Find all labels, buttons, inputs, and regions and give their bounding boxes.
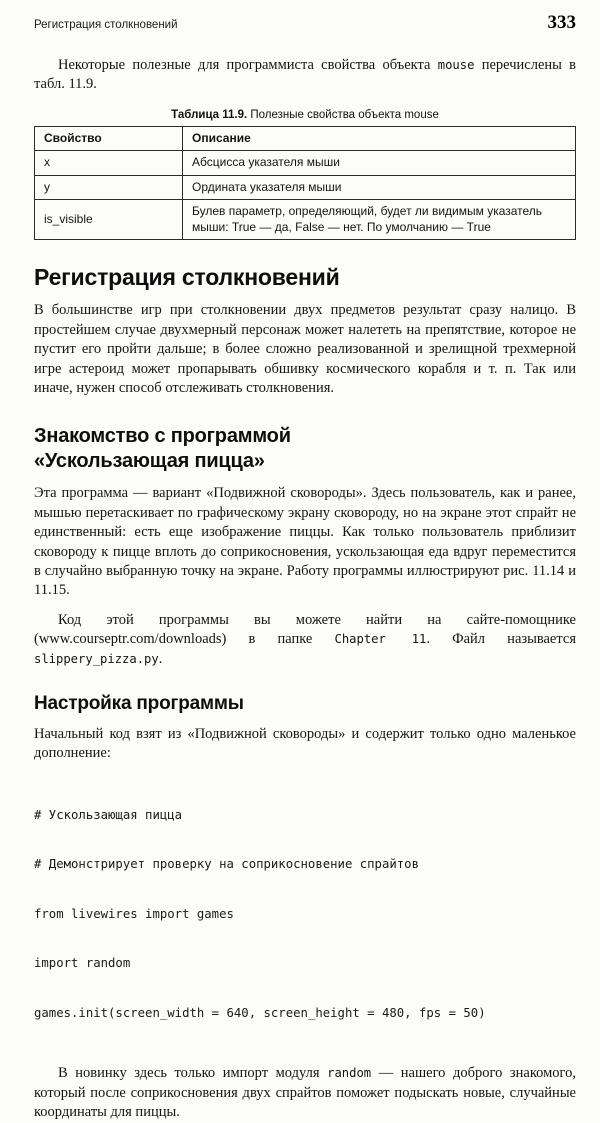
table-caption-text: Полезные свойства объекта mouse [247, 108, 439, 121]
table-header-property: Свойство [35, 126, 183, 151]
code-line-games-init: games.init(screen_width = 640, screen_height = 480, fps = 50) [34, 1005, 486, 1020]
page-number: 333 [547, 12, 576, 33]
table-row [35, 151, 576, 176]
inline-code-chapter-11: Chapter 11 [334, 632, 427, 647]
property-cell-x: x [35, 151, 183, 176]
table-header-description: Описание [183, 126, 576, 151]
collisions-paragraph: В большинстве игр при столкновении двух предметов результат сразу налицо. В простейшем случае двухмерный персонаж может налететь на препятствие, которое не пустит его пройти дальше; в более сложно реализованной и зрелищной трехмерной игре астероид может пропарывать обшивку космического корабля и т. п. Так или иначе, нужен способ отслеживать столкновения. [34, 302, 576, 396]
table-row [35, 175, 576, 200]
section-title-collisions: Регистрация столкновений [34, 264, 340, 291]
section-title-pizza [34, 424, 576, 474]
setup-intro-paragraph: Начальный код взят из «Подвижной сковороды» и содержит только одно маленькое дополнение: [34, 726, 576, 762]
setup-outro-paragraph [34, 1064, 576, 1122]
table-header-row [35, 126, 576, 151]
table-row [35, 200, 576, 240]
outro-text-2: — нашего доброго знакомого, который после соприкосновения двух спрайтов поможет подыскать новые, случайные координаты для пиццы. [34, 1065, 576, 1121]
section-title-setup: Настройка программы [34, 693, 244, 714]
table-caption-number: Таблица 11.9. [171, 108, 248, 121]
pizza-title-line2: «Ускользающая пицца» [34, 450, 265, 473]
inline-code-random: random [327, 1066, 372, 1081]
running-title: Регистрация столкновений [34, 19, 178, 31]
code-block [34, 774, 576, 1055]
intro-paragraph [34, 56, 576, 95]
property-cell-is-visible: is_visible [35, 200, 183, 240]
inline-code-mouse: mouse [437, 58, 475, 72]
mouse-properties-table [34, 126, 576, 241]
outro-text-1: В новинку здесь только импорт модуля [58, 1065, 328, 1082]
code-line-comment-1: # Ускользающая пицца [34, 807, 183, 822]
running-header [34, 12, 576, 34]
code-line-import-games: from livewires import games [34, 906, 234, 921]
pizza-paragraph-1: Эта программа — вариант «Подвижной сковороды». Здесь пользователь, как и ранее, мышью перетаскивает по графическому экрану сковороду, но на экране этот спрайт не единственный: есть еще изображение пиццы. Как только пользователь приблизит сковороду к пицце вплоть до соприкосновения, ускользающая еда вдруг переместится в случайно выбранную точку на экране. Работу программы иллюстрируют рис. 11.14 и 11.15. [34, 485, 576, 599]
description-cell-x: Абсцисса указателя мыши [183, 151, 576, 176]
description-cell-y: Ордината указателя мыши [183, 175, 576, 200]
table-caption [34, 109, 576, 121]
property-cell-y: y [35, 175, 183, 200]
pizza-paragraph-2 [34, 611, 576, 669]
pizza-p2-text-2: . Файл называется [426, 631, 576, 648]
pizza-p2-text-1: Код этой программы вы можете найти на сайте-помощнике (www.courseptr.com/downloads) в папке [34, 611, 576, 648]
description-cell-is-visible: Булев параметр, определяющий, будет ли видимым указатель мыши: True — да, False — нет. По умолчанию — True [183, 200, 576, 240]
pizza-p2-text-3: . [158, 650, 163, 667]
code-line-comment-2: # Демонстрирует проверку на соприкосновение спрайтов [34, 857, 419, 872]
intro-text-1: Некоторые полезные для программиста свойства объекта [58, 57, 438, 73]
intro-text-2: перечислены в табл. 11.9. [34, 57, 576, 93]
inline-code-slippery-pizza: slippery_pizza.py [34, 651, 159, 666]
code-line-import-random: import random [34, 956, 131, 971]
pizza-title-line1: Знакомство с программой [34, 425, 291, 448]
